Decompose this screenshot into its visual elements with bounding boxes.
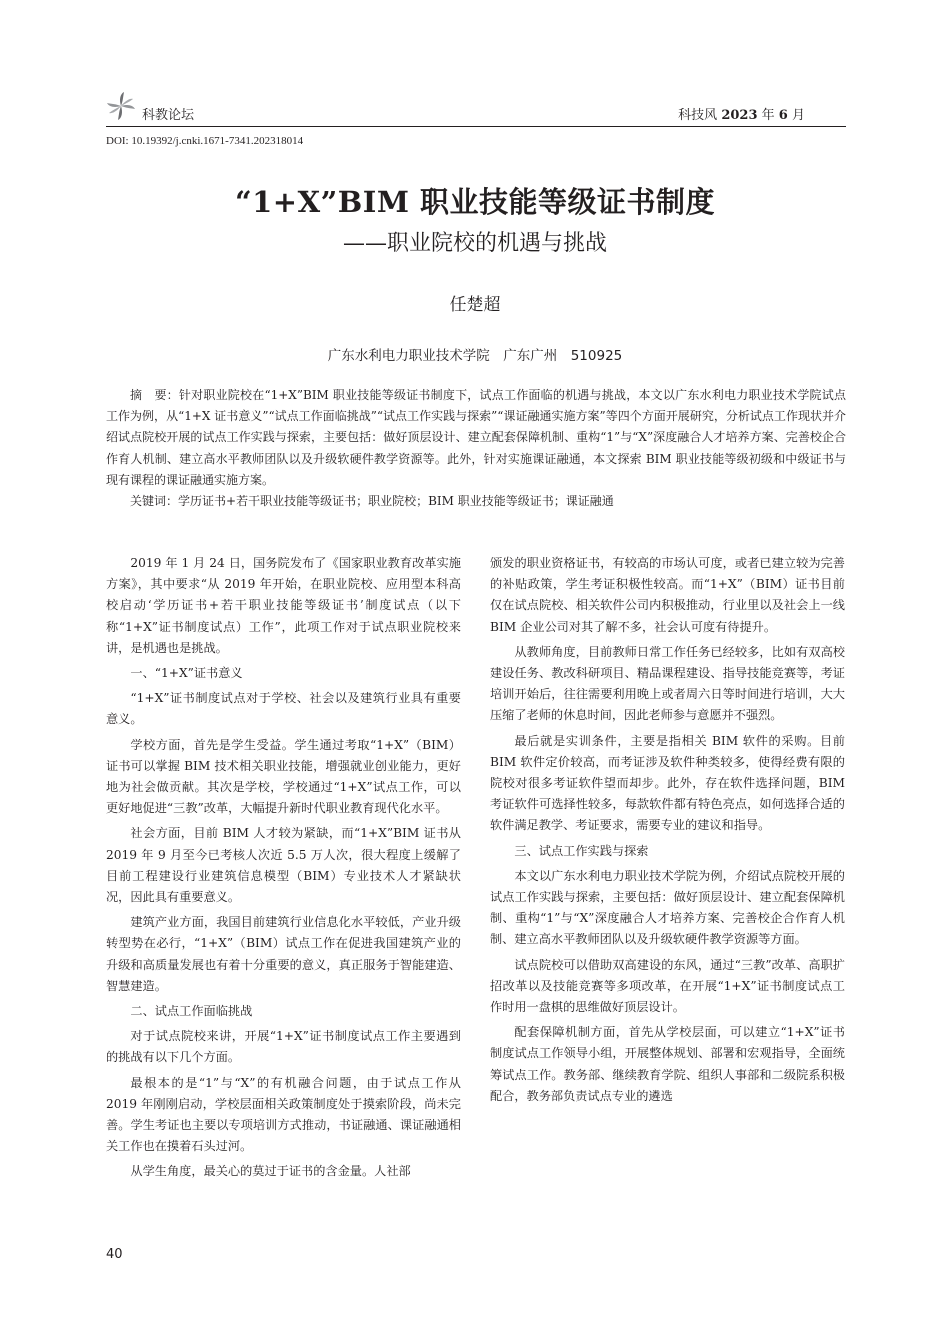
journal-name: 科技风 (678, 108, 718, 123)
body-paragraph: 对于试点院校来讲，开展“1+X”证书制度试点工作主要遇到的挑战有以下几个方面。 (106, 1029, 461, 1065)
body-right-column (490, 553, 845, 1111)
body-paragraph: 社会方面，目前 BIM 人才较为紧缺，而“1+X”BIM 证书从 2019 年 9 月至今已考核人次近 5.5 万人次，很大程度上缓解了目前工程建设行业建筑信息模型（BIM）专业技术人才紧缺状况，因此具有重要意义。 (106, 826, 461, 905)
article-subtitle: ——职业院校的机遇与挑战 (342, 231, 607, 256)
body-paragraph: 本文以广东水利电力职业技术学院为例，介绍试点院校开展的试点工作实践与探索，主要包括：做好顶层设计、建立配套保障机制、重构“1”与“X”深度融合人才培养方案、完善校企合作育人机制、建立高水平教师团队以及升级软硬件教学资源等方面。 (490, 868, 845, 947)
abstract-paragraph (106, 385, 846, 491)
body-paragraph: 2019 年 1 月 24 日，国务院发布了《国家职业教育改革实施方案》，其中要求“从 2019 年开始，在职业院校、应用型本科高校启动‘学历证书+若干职业技能等级证书’制度试点（以下称“1+X”证书制度试点）工作”，此项工作对于试点职业院校来讲，是机遇也是挑战。 (106, 556, 461, 655)
body-paragraph: 最根本的是“1”与“X”的有机融合问题，由于试点工作从 2019 年刚刚启动，学校层面相关政策制度处于摸索阶段，尚未完善。学生考证也主要以专项培训方式推动，书证融通、课证融通相关工作也在摸着石头过河。 (106, 1075, 461, 1154)
body-paragraph: 从学生角度，最关心的莫过于证书的含金量。人社部 (130, 1164, 411, 1179)
issue-info (678, 104, 805, 123)
keywords-paragraph (106, 491, 846, 512)
section-heading: 二、试点工作面临挑战 (130, 1004, 253, 1019)
abstract-text: 针对职业院校在“1+X”BIM 职业技能等级证书制度下，试点工作面临的机遇与挑战，本文以广东水利电力职业技术学院试点工作为例，从“1+X 证书意义”“试点工作面临挑战”“试点工作实践与探索”“课证融通实施方案”等四个方面开展研究，分析试点工作现状并介绍试点院校开展的试点工作实践与探索，主要包括：做好顶层设计、建立配套保障机制、重构“1”与“X”深度融合人才培养方案、完善校企合作育人机制、建立高水平教师团队以及升级软硬件教学资源等。此外，针对实施课证融通，本文探索 BIM 职业技能等级初级和中级证书与现有课程的课证融通实施方案。 (106, 388, 846, 487)
issue-month: 6 (778, 108, 788, 123)
body-paragraph: “1+X”证书制度试点对于学校、社会以及建筑行业具有重要意义。 (106, 691, 461, 727)
author-name: 任楚超 (449, 295, 501, 315)
body-paragraph: 配套保障机制方面，首先从学校层面，可以建立“1+X”证书制度试点工作领导小组，开展整体规划、部署和宏观指导，全面统筹试点工作。教务部、继续教育学院、组织人事部和二级院系积极配合，教务部负责试点专业的遴选 (490, 1025, 845, 1103)
body-left-column (106, 553, 461, 1187)
body-paragraph: 最后就是实训条件，主要是指相关 BIM 软件的采购。目前 BIM 软件定价较高，而考证涉及软件种类较多，使得经费有限的院校对很多考证软件望而却步。此外，存在软件选择问题，BIM 考证软件可选择性较多，每款软件都有特色亮点，如何选择合适的软件满足教学、考证要求，需要专业的建议和指导。 (490, 733, 845, 833)
keywords-label: 关键词： (130, 494, 179, 509)
year-suffix: 年 (761, 108, 775, 123)
body-paragraph: 试点院校可以借助双高建设的东风，通过“三教”改革、高职扩招改革以及技能竞赛等多项改革，在开展“1+X”证书制度试点工作时用一盘棋的思维做好顶层设计。 (490, 957, 845, 1015)
section-heading: 三、试点工作实践与探索 (514, 843, 649, 858)
keywords-text: 学历证书+若干职业技能等级证书；职业院校；BIM 职业技能等级证书；课证融通 (178, 494, 614, 509)
header-divider (106, 126, 846, 127)
journal-logo-icon (106, 91, 136, 121)
page-number: 40 (106, 1247, 123, 1262)
body-paragraph: 建筑产业方面，我国目前建筑行业信息化水平较低，产业升级转型势在必行，“1+X”（BIM）试点工作在促进我国建筑产业的升级和高质量发展也有着十分重要的意义，真正服务于智能建造、智慧建造。 (106, 915, 461, 993)
article-title: “1+X”BIM 职业技能等级证书制度 (234, 185, 716, 219)
section-name: 科教论坛 (142, 108, 195, 123)
section-heading: 一、“1+X”证书意义 (130, 666, 243, 681)
body-paragraph: 颁发的职业资格证书，有较高的市场认可度，或者已建立较为完善的补贴政策，学生考证积极性较高。而“1+X”（BIM）证书目前仅在试点院校、相关软件公司内积极推动，行业里以及社会上一线 BIM 企业公司对其了解不多，社会认可度有待提升。 (490, 556, 845, 634)
abstract-label: 摘 要： (130, 388, 179, 402)
doi[interactable]: DOI: 10.19392/j.cnki.1671-7341.202318014 (106, 135, 304, 147)
author-affiliation: 广东水利电力职业技术学院 广东广州 510925 (327, 348, 623, 364)
body-paragraph: 学校方面，首先是学生受益。学生通过考取“1+X”（BIM）证书可以掌握 BIM 技术相关职业技能，增强就业创业能力，更好地为社会做贡献。其次是学校，学校通过“1+X”试点工作，可以更好地促进“三教”改革，大幅提升新时代职业教育现代化水平。 (106, 737, 461, 816)
issue-year: 2023 (721, 108, 758, 123)
abstract-block (106, 385, 846, 512)
month-suffix: 月 (791, 108, 805, 123)
body-paragraph: 从教师角度，目前教师日常工作任务已经较多，比如有双高校建设任务、教改科研项目、精品课程建设、指导技能竞赛等，考证培训开始后，往往需要利用晚上或者周六日等时间进行培训，大大压缩了老师的休息时间，因此老师参与意愿并不强烈。 (490, 644, 845, 723)
